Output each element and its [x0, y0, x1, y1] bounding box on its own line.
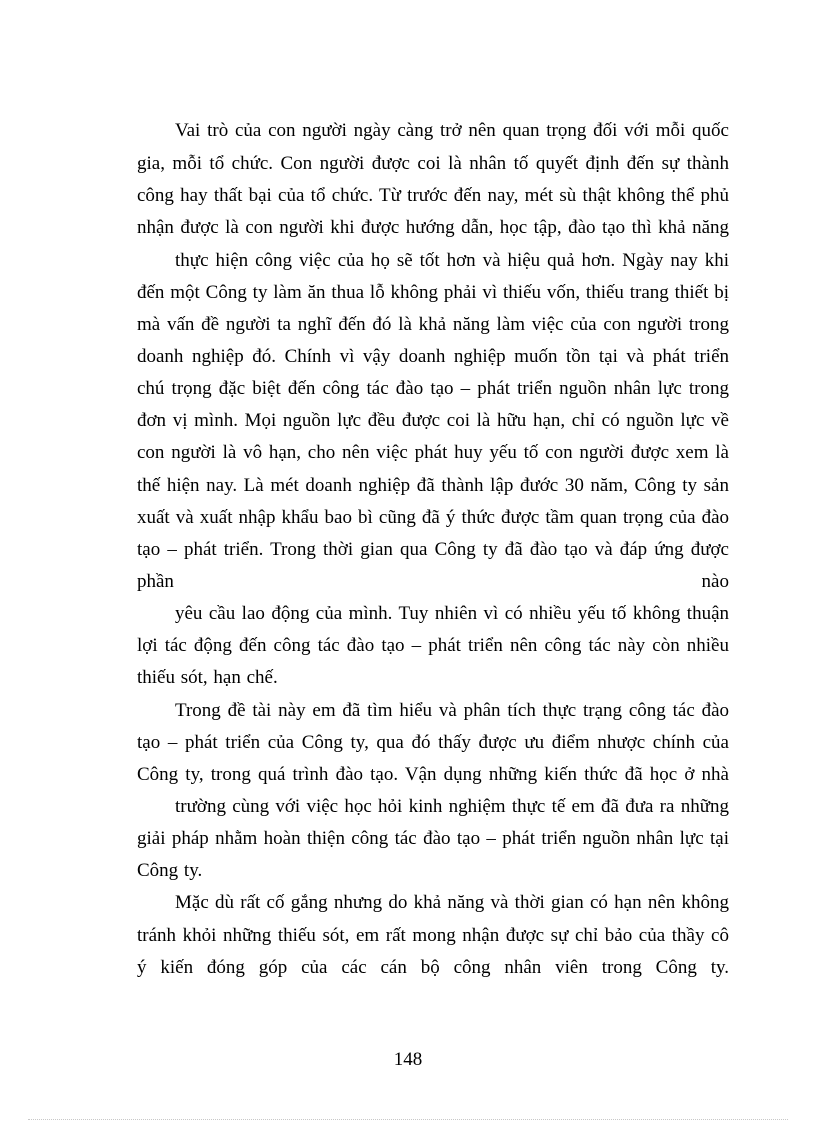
- body-text-line: tránh khỏi những thiếu sót, em rất mong nhận được sự chỉ bảo của thầy cô: [137, 925, 729, 946]
- body-text-line: con người là vô hạn, cho nên việc phát huy yếu tố con người được xem là: [137, 442, 729, 463]
- body-text-line: chú trọng đặc biệt đến công tác đào tạo – phát triển nguồn nhân lực trong: [137, 378, 729, 399]
- body-text-line: Trong đề tài này em đã tìm hiểu và phân tích thực trạng công tác đào: [175, 700, 729, 721]
- body-text-line: nhận được là con người khi được hướng dẫn, học tập, đào tạo thì khả năng: [137, 217, 729, 238]
- body-text-line: yêu cầu lao động của mình. Tuy nhiên vì có nhiều yếu tố không thuận: [175, 603, 729, 624]
- body-text-line: tạo – phát triển. Trong thời gian qua Công ty đã đào tạo và đáp ứng được: [137, 539, 729, 560]
- body-text-line: ý kiến đóng góp của các cán bộ công nhân viên trong Công ty.: [137, 957, 729, 978]
- body-text-line: Công ty, trong quá trình đào tạo. Vận dụng những kiến thức đã học ở nhà: [137, 764, 729, 785]
- body-text-line: doanh nghiệp đó. Chính vì vậy doanh nghiệp muốn tồn tại và phát triển: [137, 346, 729, 367]
- body-text-line: Mặc dù rất cố gắng nhưng do khả năng và thời gian có hạn nên không: [175, 892, 729, 913]
- page-number: 148: [393, 1049, 423, 1070]
- body-text-line: trường cùng với việc học hỏi kinh nghiệm thực tế em đã đưa ra những: [175, 796, 729, 817]
- body-text-line: đơn vị mình. Mọi nguồn lực đều được coi là hữu hạn, chỉ có nguồn lực về: [137, 410, 729, 431]
- body-text-line: phần nào: [137, 571, 729, 592]
- body-text-line: công hay thất bại của tổ chức. Từ trước đến nay, mét sù thật không thể phủ: [137, 185, 729, 206]
- body-text-line: thế hiện nay. Là mét doanh nghiệp đã thành lập đước 30 năm, Công ty sản: [137, 475, 729, 496]
- body-text-line: gia, mỗi tổ chức. Con người được coi là nhân tố quyết định đến sự thành: [137, 153, 729, 174]
- body-text-line: tạo – phát triển của Công ty, qua đó thấy được ưu điểm nhược chính của: [137, 732, 729, 753]
- body-text-line: mà vấn đề người ta nghĩ đến đó là khả năng làm việc của con người trong: [137, 314, 729, 335]
- body-text-line: Công ty.: [137, 860, 203, 881]
- body-text-line: xuất và xuất nhập khẩu bao bì cũng đã ý thức được tầm quan trọng của đào: [137, 507, 729, 528]
- body-text-line: đến một Công ty làm ăn thua lỗ không phải vì thiếu vốn, thiếu trang thiết bị: [137, 282, 729, 303]
- body-text-line: thiếu sót, hạn chế.: [137, 667, 278, 688]
- body-text-line: Vai trò của con người ngày càng trở nên quan trọng đối với mỗi quốc: [175, 120, 729, 141]
- body-text-line: thực hiện công việc của họ sẽ tốt hơn và hiệu quả hơn. Ngày nay khi: [175, 250, 729, 271]
- body-text-line: giải pháp nhằm hoàn thiện công tác đào tạo – phát triển nguồn nhân lực tại: [137, 828, 729, 849]
- body-text-line: lợi tác động đến công tác đào tạo – phát triển nên công tác này còn nhiều: [137, 635, 729, 656]
- page-bottom-divider: [28, 1119, 788, 1120]
